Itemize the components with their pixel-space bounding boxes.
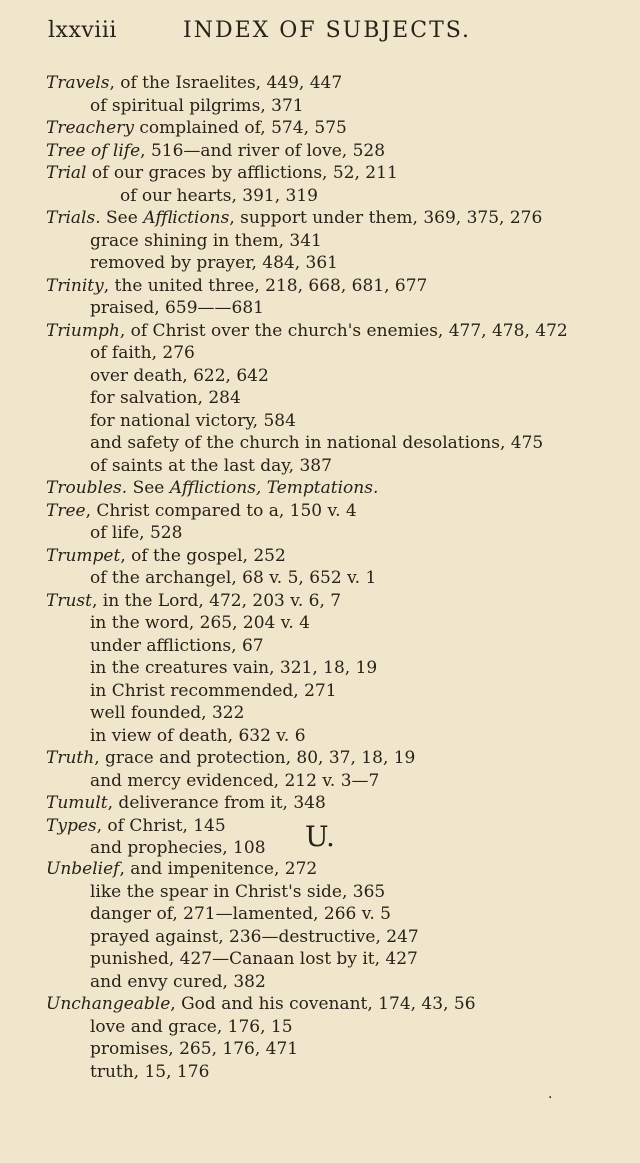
index-refs: , of the gospel, 252 (120, 545, 286, 566)
index-term: Troubles. (46, 478, 128, 498)
index-line (46, 1038, 616, 1061)
index-line (46, 545, 616, 568)
index-subentry: in view of death, 632 v. 6 (90, 725, 306, 746)
index-subentry: and safety of the church in national desolations, 475 (90, 433, 544, 453)
running-head: INDEX OF SUBJECTS. (183, 18, 472, 43)
index-refs: , support under them, 369, 375, 276 (229, 208, 543, 228)
index-line (46, 185, 616, 208)
index-line (46, 275, 616, 298)
index-line (46, 881, 616, 904)
index-line (46, 1016, 616, 1039)
index-refs: , Christ compared to a, 150 v. 4 (85, 500, 357, 521)
index-refs: , 516—and river of love, 528 (140, 140, 386, 161)
index-term: Trinity (46, 275, 104, 296)
index-line (46, 993, 616, 1016)
index-term: Trials. (46, 208, 101, 228)
index-refs: See (100, 208, 144, 228)
index-line (46, 522, 616, 545)
index-term: Tree (46, 500, 86, 521)
index-subentry: like the spear in Christ's side, 365 (90, 881, 386, 902)
index-line (46, 702, 616, 725)
index-subentry: love and grace, 176, 15 (90, 1016, 293, 1037)
index-refs: of our graces by afflictions, 52, 211 (86, 163, 398, 183)
index-line (46, 792, 616, 815)
index-refs: , of Christ, 145 (96, 815, 226, 836)
index-term: Trust (46, 590, 92, 611)
index-subentry: truth, 15, 176 (90, 1061, 210, 1082)
index-line (46, 590, 616, 613)
index-line (46, 207, 616, 230)
index-term: Tree of life (46, 140, 141, 161)
index-line (46, 387, 616, 410)
index-line (46, 725, 616, 748)
index-line (46, 612, 616, 635)
index-refs: , grace and protection, 80, 37, 18, 19 (94, 748, 416, 768)
index-line (46, 252, 616, 275)
index-line (46, 657, 616, 680)
index-line (46, 410, 616, 433)
index-subentry: and prophecies, 108 (90, 838, 266, 858)
ink-speck: · (548, 1090, 553, 1106)
index-refs: , deliverance from it, 348 (107, 793, 326, 813)
index-section-t (46, 72, 616, 860)
index-subentry: and mercy evidenced, 212 v. 3—7 (90, 770, 380, 791)
index-line (46, 971, 616, 994)
index-line (46, 365, 616, 388)
index-line (46, 230, 616, 253)
index-line (46, 72, 616, 95)
page-header (48, 18, 608, 50)
index-subentry: in the word, 265, 204 v. 4 (90, 613, 310, 633)
index-refs: , the united three, 218, 668, 681, 677 (103, 275, 428, 296)
index-term: Trial (46, 163, 87, 183)
index-line (46, 770, 616, 793)
index-line (46, 1061, 616, 1084)
index-subentry: prayed against, 236—destructive, 247 (90, 926, 419, 947)
index-subentry: well founded, 322 (90, 703, 245, 723)
index-section-u (46, 858, 616, 1083)
index-line (46, 432, 616, 455)
index-subentry: for salvation, 284 (90, 388, 241, 408)
index-subentry: of saints at the last day, 387 (90, 455, 332, 476)
index-subentry: for national victory, 584 (90, 410, 296, 431)
index-subentry: punished, 427—Canaan lost by it, 427 (90, 949, 418, 969)
index-line (46, 477, 616, 500)
index-term: Truth (46, 748, 95, 768)
index-line (46, 567, 616, 590)
index-term: Trumpet (46, 545, 121, 566)
index-subentry: danger of, 271—lamented, 266 v. 5 (90, 904, 391, 924)
index-line (46, 747, 616, 770)
index-subentry: of the archangel, 68 v. 5, 652 v. 1 (90, 568, 377, 588)
index-term: Travels (46, 73, 110, 93)
index-subentry: in the creatures vain, 321, 18, 19 (90, 658, 378, 678)
index-line (46, 117, 616, 140)
index-line (46, 140, 616, 163)
index-line (46, 95, 616, 118)
index-subentry: and envy cured, 382 (90, 971, 266, 992)
index-subentry: under afflictions, 67 (90, 635, 264, 656)
index-subentry: of faith, 276 (90, 343, 195, 363)
index-line (46, 948, 616, 971)
index-line (46, 680, 616, 703)
index-term: Tumult (46, 793, 108, 813)
index-line (46, 926, 616, 949)
index-subentry: removed by prayer, 484, 361 (90, 253, 338, 273)
folio: lxxviii (48, 18, 117, 43)
section-letter: U. (305, 820, 335, 853)
index-line (46, 858, 616, 881)
index-line (46, 635, 616, 658)
index-line (46, 342, 616, 365)
index-line (46, 455, 616, 478)
index-line (46, 162, 616, 185)
index-line (46, 500, 616, 523)
index-refs: , of the Israelites, 449, 447 (109, 73, 343, 93)
index-refs: , in the Lord, 472, 203 v. 6, 7 (91, 590, 342, 611)
index-term: Types (46, 815, 97, 836)
index-refs: See (127, 478, 170, 498)
index-subentry: over death, 622, 642 (90, 365, 269, 386)
index-term: Afflictions (143, 208, 230, 228)
index-refs: , God and his covenant, 174, 43, 56 (170, 994, 476, 1014)
index-term: Unbelief (46, 859, 120, 879)
index-refs: complained of, 574, 575 (133, 118, 347, 138)
index-subentry: of spiritual pilgrims, 371 (90, 95, 304, 116)
index-subentry: praised, 659——681 (90, 298, 264, 318)
index-line (46, 903, 616, 926)
index-subentry: of our hearts, 391, 319 (120, 185, 318, 206)
index-refs: , of Christ over the church's enemies, 477, 478, 472 (119, 320, 568, 341)
index-line (46, 297, 616, 320)
index-line (46, 320, 616, 343)
index-term: Treachery (46, 118, 134, 138)
index-subentry: grace shining in them, 341 (90, 230, 322, 251)
index-subentry: in Christ recommended, 271 (90, 680, 337, 701)
index-subentry: of life, 528 (90, 523, 183, 543)
index-term: Unchangeable (46, 994, 171, 1014)
index-subentry: promises, 265, 176, 471 (90, 1039, 299, 1059)
index-term: Afflictions, Temptations. (169, 478, 379, 498)
index-term: Triumph (46, 320, 120, 341)
index-refs: , and impenitence, 272 (119, 859, 318, 879)
